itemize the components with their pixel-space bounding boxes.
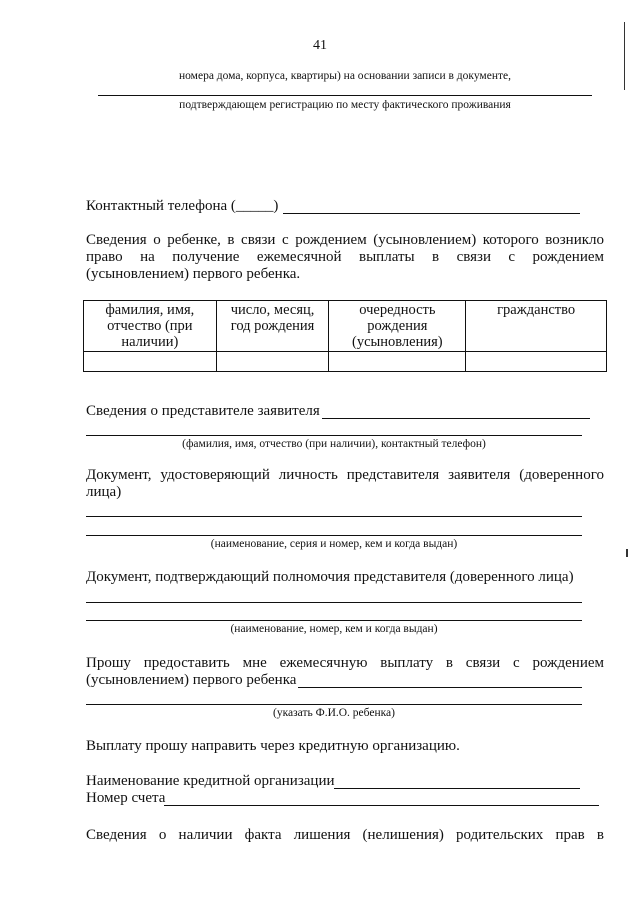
page-edge-line: [624, 22, 625, 90]
representative-field[interactable]: [322, 418, 590, 419]
payment-method-text: Выплату прошу направить через кредитную организацию.: [86, 738, 460, 754]
col-header-citizenship: гражданство: [466, 301, 607, 352]
cell-full-name[interactable]: [84, 352, 217, 372]
table-header-row: [84, 301, 607, 352]
phone-label: Контактный телефона (_____): [86, 198, 279, 214]
bank-name-label: Наименование кредитной организации: [86, 773, 335, 789]
child-info-line2: право на получение ежемесячной выплаты в связи с рождением: [86, 249, 604, 265]
authority-doc-field-line1[interactable]: [86, 602, 582, 603]
request-line1: Прошу предоставить мне ежемесячную выплату в связи с рождением: [86, 655, 604, 671]
identity-doc-line2: лица): [86, 484, 122, 500]
representative-field-line2[interactable]: [86, 435, 582, 436]
request-line2: (усыновлением) первого ребенка: [86, 672, 297, 688]
bank-name-field[interactable]: [334, 788, 580, 789]
child-name-field[interactable]: [298, 687, 582, 688]
phone-field[interactable]: [283, 213, 580, 214]
account-label: Номер счета: [86, 790, 166, 806]
col-header-birth-order: очередность рождения (усыновления): [329, 301, 466, 352]
authority-doc-field-line2[interactable]: [86, 620, 582, 621]
address-hint-line2: подтверждающем регистрацию по месту фактического проживания: [179, 99, 511, 111]
child-name-hint: (указать Ф.И.О. ребенка): [273, 707, 395, 719]
page-number: 41: [313, 38, 327, 53]
authority-doc-label: Документ, подтверждающий полномочия представителя (доверенного лица): [86, 569, 574, 585]
cell-citizenship[interactable]: [466, 352, 607, 372]
child-info-line3: (усыновлением) первого ребенка.: [86, 266, 301, 282]
col-header-birth-date: число, месяц, год рождения: [216, 301, 329, 352]
cell-birth-order[interactable]: [329, 352, 466, 372]
address-underline: [98, 95, 592, 96]
identity-doc-hint: (наименование, серия и номер, кем и когда выдан): [210, 538, 458, 550]
child-info-line1: Сведения о ребенке, в связи с рождением (усыновлением) которого возникло: [86, 232, 604, 248]
col-header-full-name: фамилия, имя, отчество (при наличии): [84, 301, 217, 352]
address-hint-line1: номера дома, корпуса, квартиры) на основании записи в документе,: [179, 70, 511, 82]
table-row: [84, 352, 607, 372]
authority-doc-hint: (наименование, номер, кем и когда выдан): [230, 623, 438, 635]
child-name-field-line2[interactable]: [86, 704, 582, 705]
identity-doc-field-line1[interactable]: [86, 516, 582, 517]
child-info-table: [83, 300, 607, 372]
representative-label: Сведения о представителе заявителя: [86, 403, 320, 419]
identity-doc-field-line2[interactable]: [86, 535, 582, 536]
identity-doc-line1: Документ, удостоверяющий личность представителя заявителя (доверенного: [86, 467, 604, 483]
page-edge-mark: [626, 549, 628, 557]
parental-rights-line: Сведения о наличии факта лишения (нелишения) родительских прав в: [86, 827, 604, 843]
cell-birth-date[interactable]: [216, 352, 329, 372]
representative-hint: (фамилия, имя, отчество (при наличии), контактный телефон): [182, 438, 486, 450]
account-field[interactable]: [164, 805, 599, 806]
